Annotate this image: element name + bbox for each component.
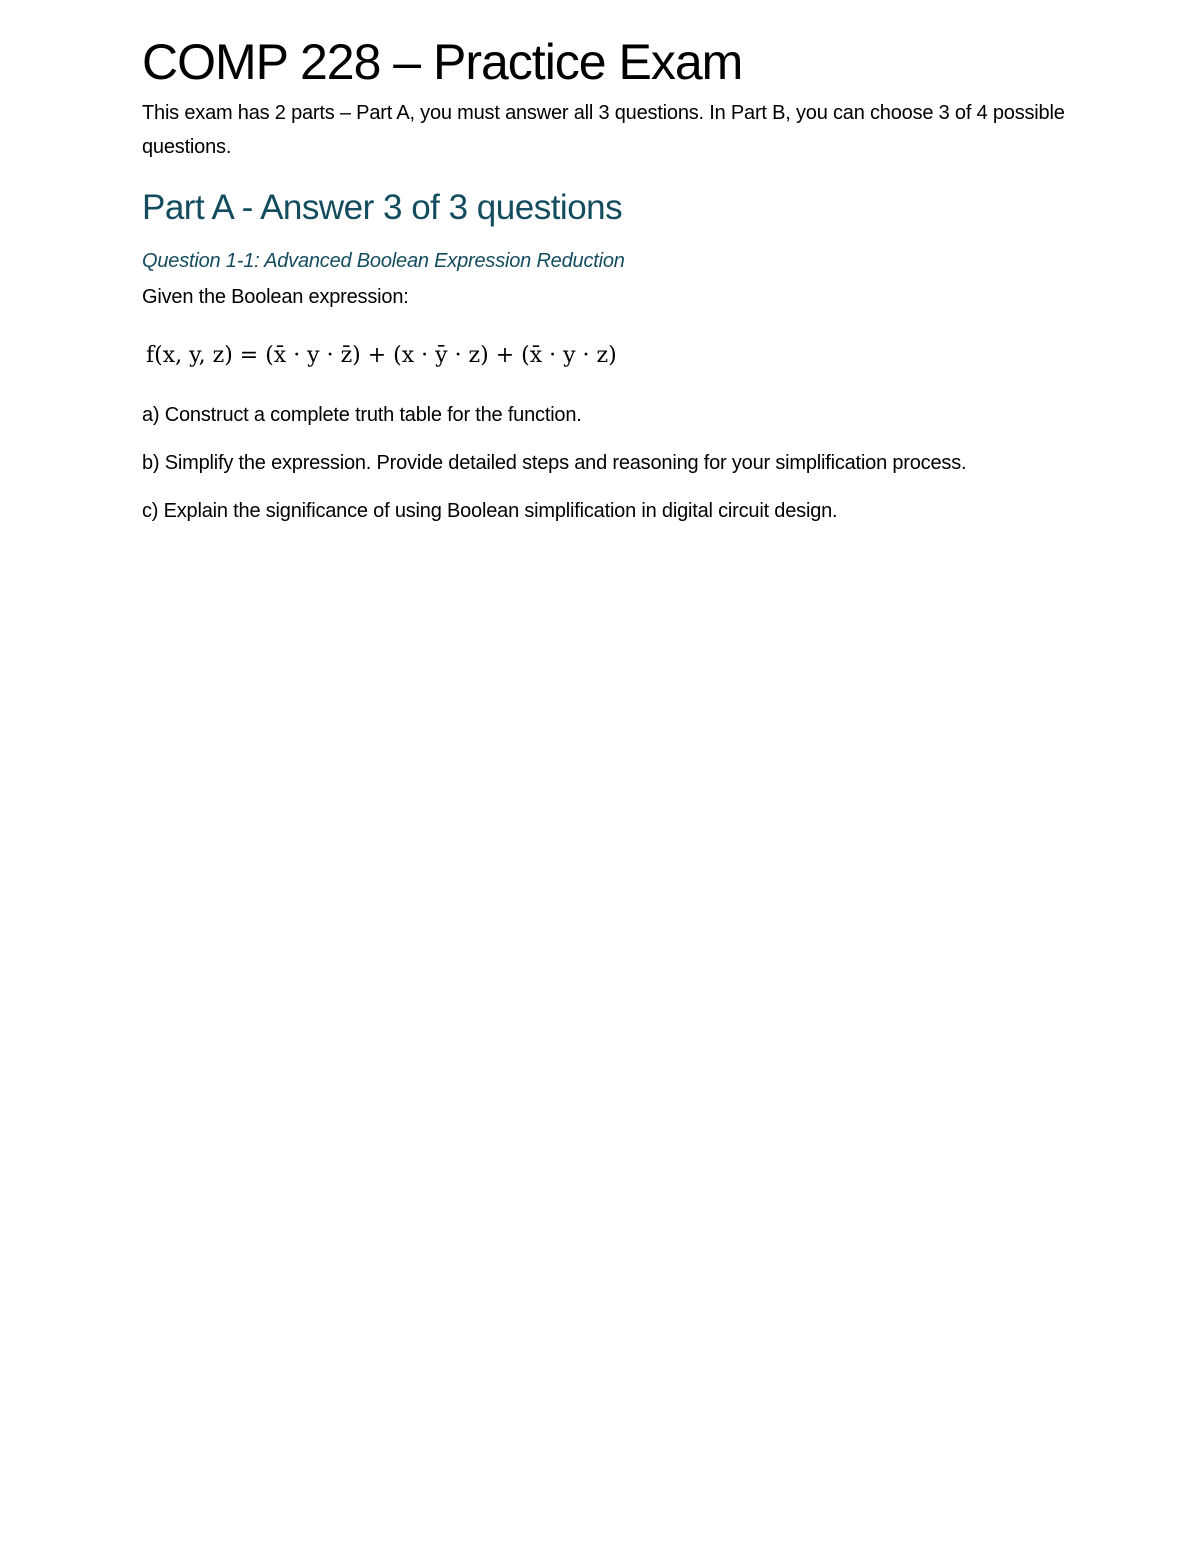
part-a-heading: Part A - Answer 3 of 3 questions bbox=[142, 188, 623, 227]
page-title: COMP 228 – Practice Exam bbox=[142, 34, 743, 90]
formula-text: f(x, y, z) = (x̄ · y · z̄) + (x · ȳ · z) + (x̄ · y · z) bbox=[146, 343, 617, 368]
question-prompt: Given the Boolean expression: bbox=[142, 286, 409, 308]
exam-page bbox=[142, 28, 1072, 542]
question-heading: Question 1-1: Advanced Boolean Expression Reduction bbox=[142, 250, 625, 272]
question-item-c: c) Explain the significance of using Boolean simplification in digital circuit design. bbox=[142, 500, 838, 522]
boolean-formula bbox=[146, 336, 1072, 376]
intro-paragraph: This exam has 2 parts – Part A, you must answer all 3 questions. In Part B, you can choose 3 of 4 possible questions. bbox=[142, 102, 1065, 158]
question-item-a: a) Construct a complete truth table for the function. bbox=[142, 404, 582, 426]
question-item-b: b) Simplify the expression. Provide detailed steps and reasoning for your simplification process. bbox=[142, 452, 967, 474]
